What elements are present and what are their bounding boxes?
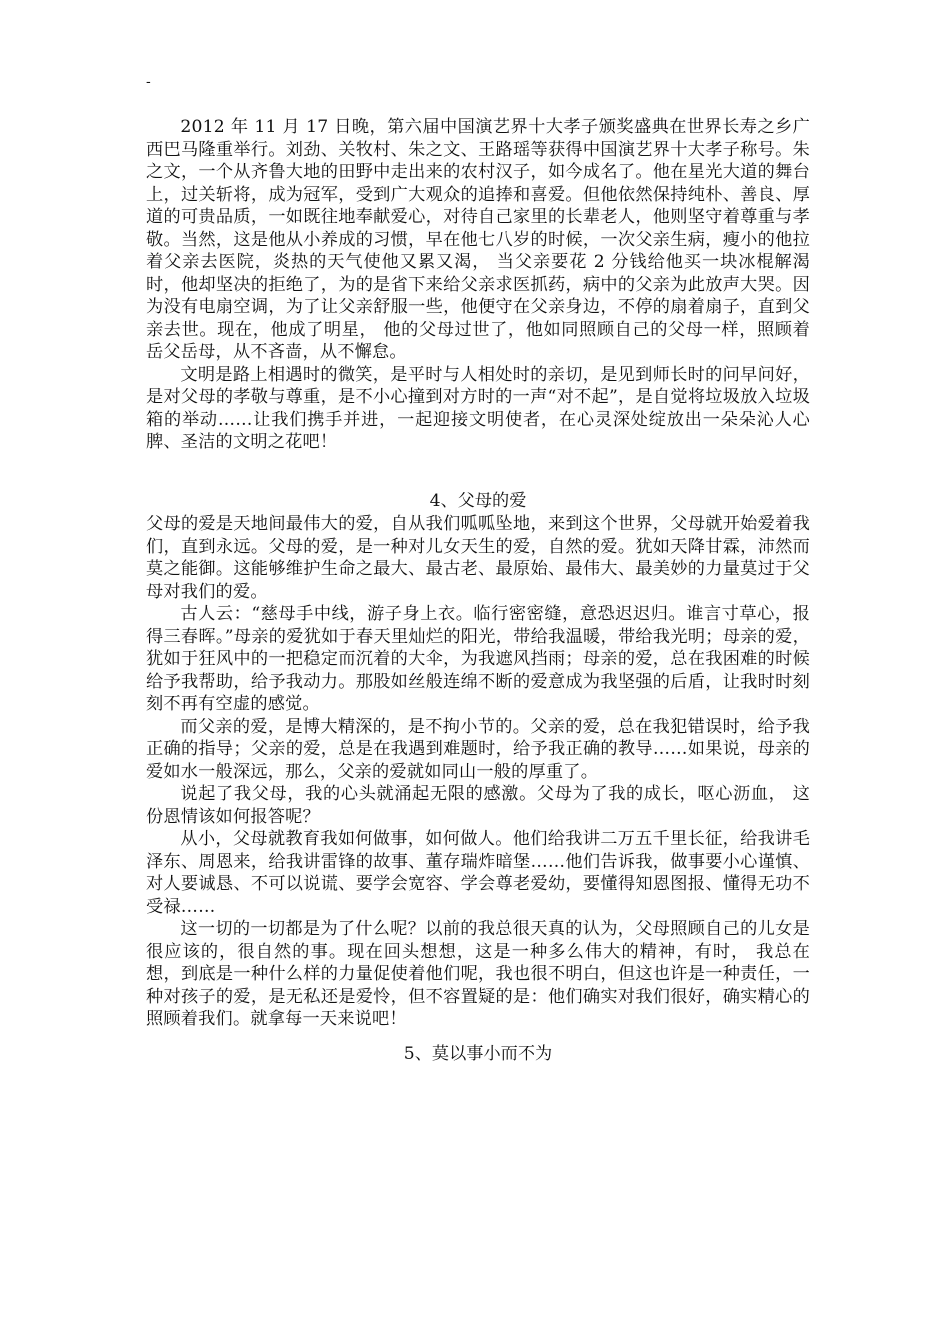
header-mark: - bbox=[146, 74, 151, 90]
paragraph: 说起了我父母，我的心头就涌起无限的感激。父母为了我的成长，呕心沥血， 这份恩情该如何报答呢？ bbox=[146, 784, 810, 827]
paragraph: 从小，父母就教育我如何做事，如何做人。他们给我讲二万五千里长征，给我讲毛泽东、周恩来，给我讲雷锋的故事、董存瑞炸暗堡……他们告诉我，做事要小心谨慎、对人要诚恳、不可以说谎、要学会宽容、学会尊老爱幼，要懂得知恩图报、懂得无功不受禄…… bbox=[146, 829, 810, 917]
section-parents-love bbox=[146, 513, 810, 1031]
section-heading: 4、父母的爱 bbox=[429, 491, 527, 511]
paragraph: 文明是路上相遇时的微笑，是平时与人相处时的亲切，是见到师长时的问早问好，是对父母的孝敬与尊重，是不小心撞到对方时的一声“对不起”，是自觉将垃圾放入垃圾箱的举动……让我们携手并进，一起迎接文明使者，在心灵深处绽放出一朵朵沁人心脾、圣洁的文明之花吧！ bbox=[146, 364, 810, 452]
section-heading: 5、莫以事小而不为 bbox=[403, 1044, 553, 1064]
paragraph: 2012 年 11 月 17 日晚，第六届中国演艺界十大孝子颁奖盛典在世界长寿之乡广西巴马隆重举行。刘劲、关牧村、朱之文、王路瑶等获得中国演艺界十大孝子称号。朱之文，一个从齐鲁大地的田野中走出来的农村汉子，如今成名了。他在星光大道的舞台上，过关斩将，成为冠军，受到广大观众的追捧和喜爱。但他依然保持纯朴、善良、厚道的可贵品质，一如既往地奉献爱心，对待自己家里的长辈老人，他则坚守着尊重与孝敬。当然，这是他从小养成的习惯，早在他七八岁的时候，一次父亲生病，瘦小的他拉着父亲去医院，炎热的天气使他又累又渴， 当父亲要花 2 分钱给他买一块冰棍解渴时，他却坚决的拒绝了，为的是省下来给父亲求医抓药，病中的父亲为此放声大哭。因为没有电扇空调，为了让父亲舒服一些，他便守在父亲身边，不停的扇着扇子，直到父亲去世。现在，他成了明星， 他的父母过世了，他如同照顾自己的父母一样，照顾着岳父岳母，从不吝啬，从不懈怠。 bbox=[146, 117, 810, 362]
paragraph: 而父亲的爱，是博大精深的，是不拘小节的。父亲的爱，总在我犯错误时，给予我正确的指导；父亲的爱，总是在我遇到难题时，给予我正确的教导……如果说，母亲的爱如水一般深远，那么，父亲的爱就如同山一般的厚重了。 bbox=[146, 716, 810, 782]
section-intro bbox=[146, 116, 810, 454]
paragraph: 古人云：“慈母手中线，游子身上衣。临行密密缝，意恐迟迟归。谁言寸草心，报得三春晖。”母亲的爱犹如于春天里灿烂的阳光，带给我温暖，带给我光明；母亲的爱，犹如于狂风中的一把稳定而沉着的大伞，为我遮风挡雨；母亲的爱，总在我困难的时候给予我帮助，给予我动力。那股如丝般连绵不断的爱意成为我坚强的后盾，让我时时刻刻不再有空虚的感觉。 bbox=[146, 604, 810, 714]
paragraph: 这一切的一切都是为了什么呢？以前的我总很天真的认为，父母照顾自己的儿女是很应该的，很自然的事。现在回头想想，这是一种多么伟大的精神，有时， 我总在想，到底是一种什么样的力量促使着他们呢，我也很不明白，但这也许是一种责任，一种对孩子的爱，是无私还是爱怜，但不容置疑的是：他们确实对我们很好，确实精心的照顾着我们。就拿每一天来说吧！ bbox=[146, 919, 810, 1029]
paragraph: 父母的爱是天地间最伟大的爱，自从我们呱呱坠地，来到这个世界，父母就开始爱着我们，直到永远。父母的爱，是一种对儿女天生的爱，自然的爱。犹如天降甘霖，沛然而莫之能御。这能够维护生命之最大、最古老、最原始、最伟大、最美妙的力量莫过于父母对我们的爱。 bbox=[146, 514, 810, 602]
